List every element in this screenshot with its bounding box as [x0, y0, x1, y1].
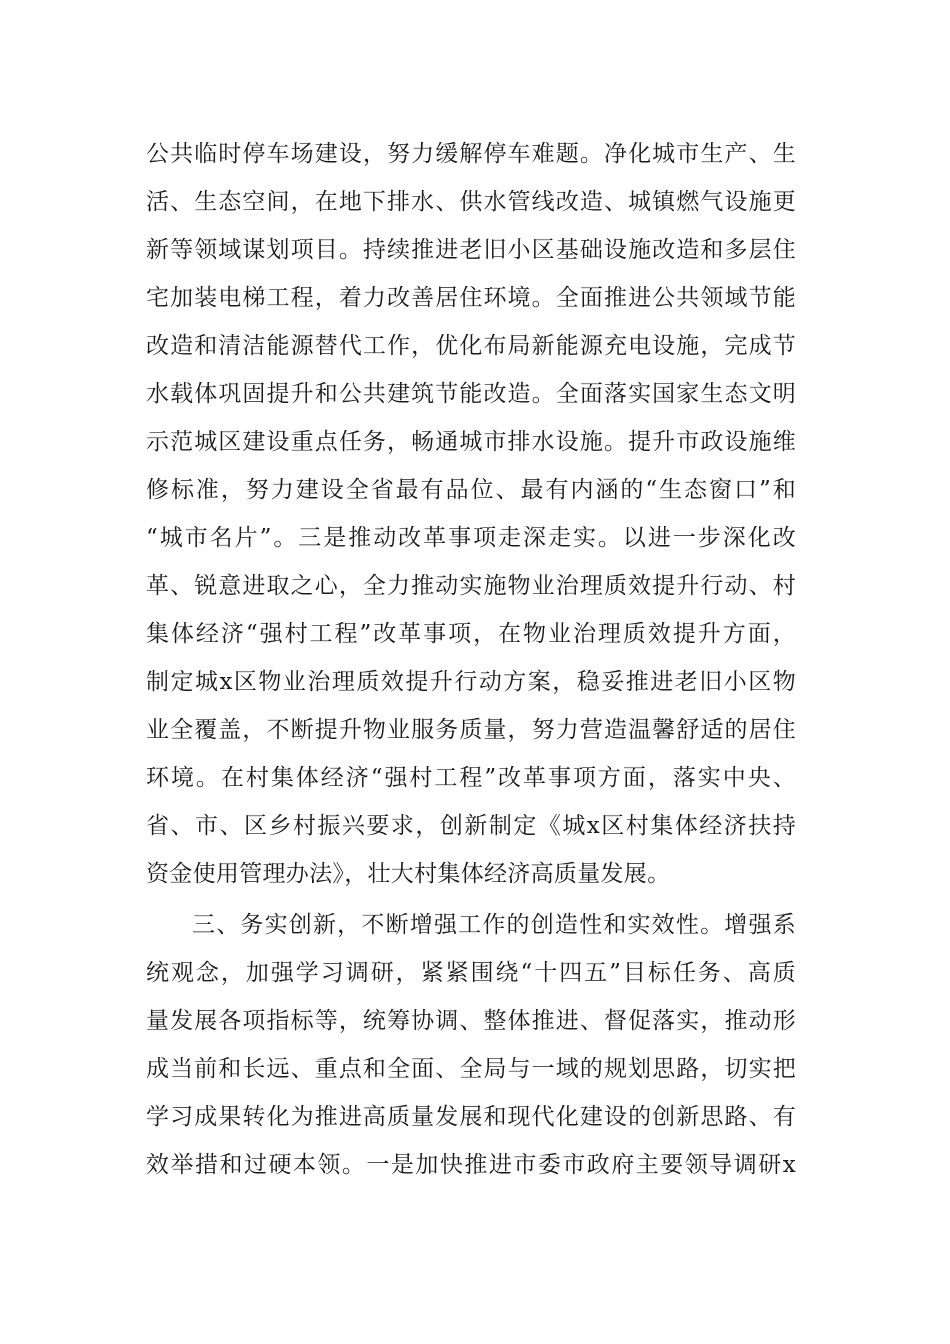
text-line: “城市名片”。三是推动改革事项走深走实。以进一步深化改 [146, 525, 796, 551]
text-line: 量发展各项指标等，统筹协调、整体推进、督促落实，推动形 [146, 1008, 796, 1034]
text-line: 改造和清洁能源替代工作，优化布局新能源充电设施，完成节 [146, 333, 796, 359]
text-line: 活、生态空间，在地下排水、供水管线改造、城镇燃气设施更 [146, 189, 796, 215]
text-line: 公共临时停车场建设，努力缓解停车难题。净化城市生产、生 [146, 141, 796, 167]
text-line: 革、锐意进取之心，全力推动实施物业治理质效提升行动、村 [146, 573, 796, 599]
text-line: 制定城x区物业治理质效提升行动方案，稳妥推进老旧小区物 [146, 669, 796, 695]
text-line: 集体经济“强村工程”改革事项，在物业治理质效提升方面， [146, 621, 796, 647]
text-line: 业全覆盖，不断提升物业服务质量，努力营造温馨舒适的居住 [146, 717, 796, 743]
text-line: 示范城区建设重点任务，畅通城市排水设施。提升市政设施维 [146, 429, 796, 455]
text-line: 新等领域谋划项目。持续推进老旧小区基础设施改造和多层住 [146, 237, 796, 263]
text-line: 统观念，加强学习调研，紧紧围绕“十四五”目标任务、高质 [146, 960, 796, 986]
text-line: 成当前和长远、重点和全面、全局与一域的规划思路，切实把 [146, 1056, 796, 1082]
text-line: 环境。在村集体经济“强村工程”改革事项方面，落实中央、 [146, 765, 796, 791]
text-line: 修标准，努力建设全省最有品位、最有内涵的“生态窗口”和 [146, 477, 796, 503]
text-line: 省、市、区乡村振兴要求，创新制定《城x区村集体经济扶持 [146, 813, 796, 839]
section-heading-line: 三、务实创新，不断增强工作的创造性和实效性。增强系 [192, 912, 796, 938]
text-line: 学习成果转化为推进高质量发展和现代化建设的创新思路、有 [146, 1104, 796, 1130]
text-line: 宅加装电梯工程，着力改善居住环境。全面推进公共领域节能 [146, 285, 796, 311]
text-line: 效举措和过硬本领。一是加快推进市委市政府主要领导调研x [146, 1152, 796, 1178]
paragraph-last-line: 资金使用管理办法》，壮大村集体经济高质量发展。 [146, 861, 671, 887]
text-line: 水载体巩固提升和公共建筑节能改造。全面落实国家生态文明 [146, 381, 796, 407]
